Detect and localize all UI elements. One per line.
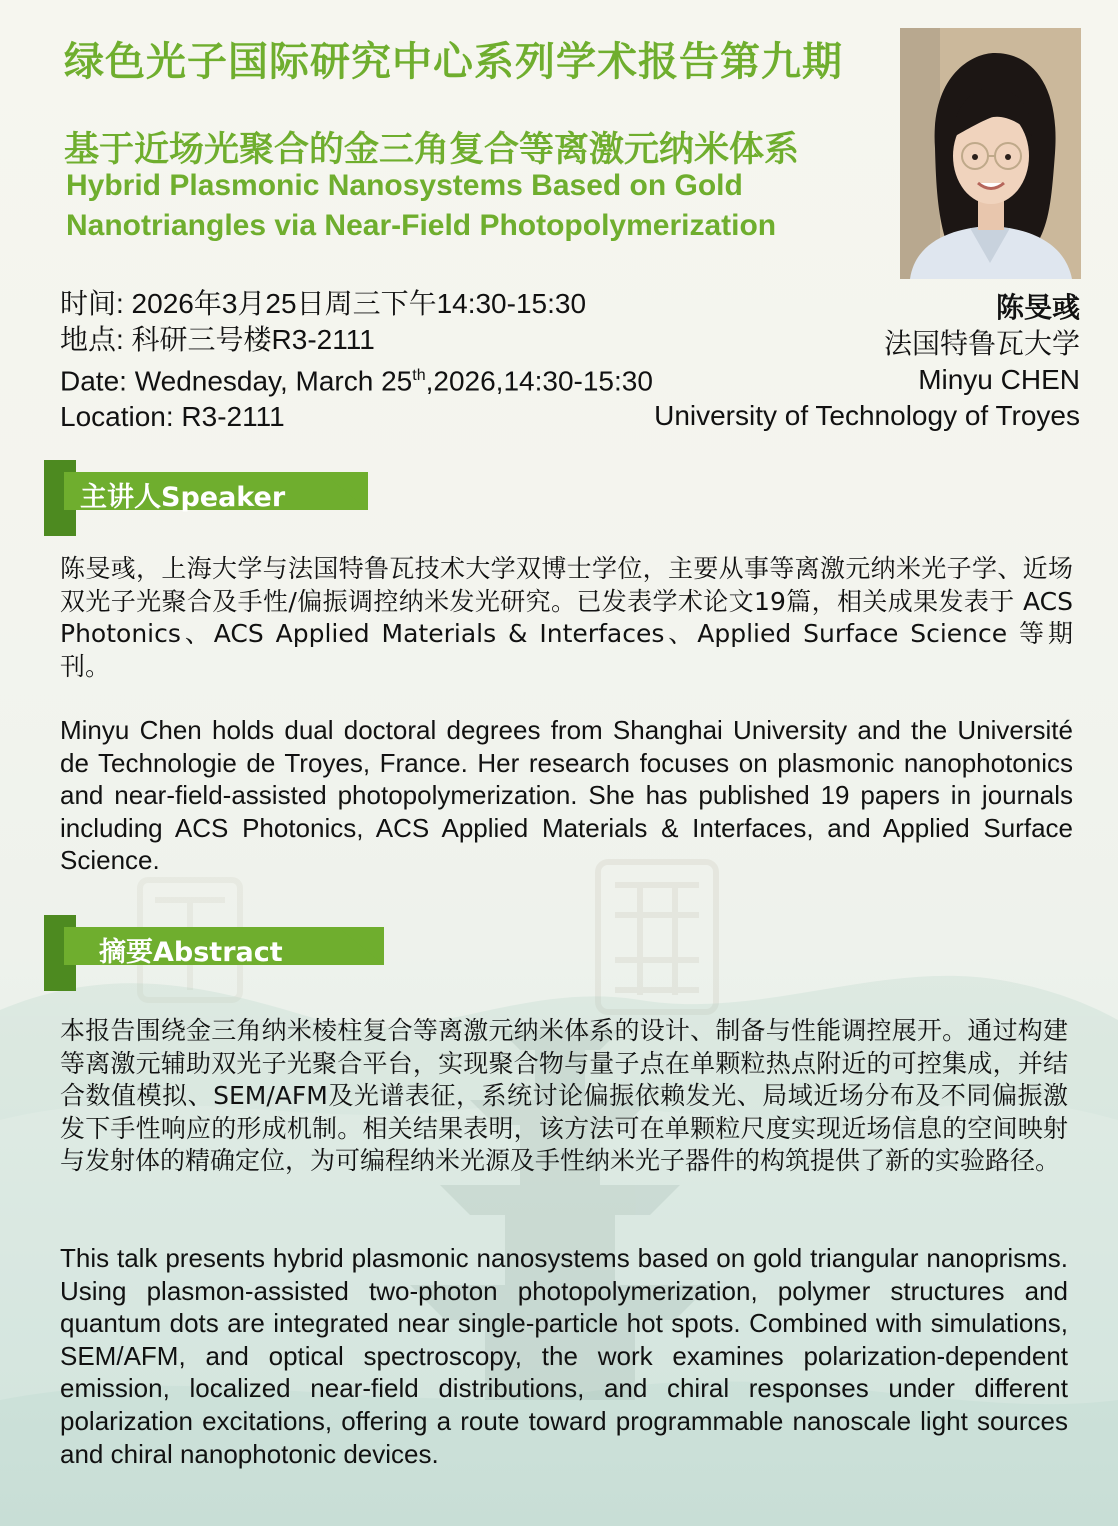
speaker-photo bbox=[900, 28, 1081, 279]
event-location-en: Location: R3-2111 bbox=[60, 401, 285, 433]
talk-title-en-line2: Nanotriangles via Near-Field Photopolymerization bbox=[66, 209, 777, 242]
speaker-section-header bbox=[44, 460, 374, 536]
event-date-suffix: ,2026,14:30-15:30 bbox=[425, 365, 653, 397]
speaker-name-cn: 陈旻彧 bbox=[995, 291, 1080, 324]
event-date-sup: th bbox=[412, 367, 426, 384]
speaker-affiliation-en: University of Technology of Troyes bbox=[654, 400, 1080, 431]
talk-title-en-line1: Hybrid Plasmonic Nanosystems Based on Gold bbox=[66, 169, 743, 202]
abstract-section-header bbox=[44, 915, 389, 991]
event-place-cn: 地点: 科研三号楼R3-2111 bbox=[60, 324, 375, 355]
speaker-portrait-icon bbox=[900, 28, 1081, 279]
speaker-info bbox=[654, 290, 1080, 434]
abstract-section-label: 摘要Abstract bbox=[99, 937, 283, 968]
speaker-bio-en: Minyu Chen holds dual doctoral degrees from Shanghai University and the Université de Technologie de Troyes, France. Her research focuses on plasmonic nanophotonics and near-field-assisted photopolymerization. She has published 19 papers in journals including ACS Photonics, ACS Applied Materials & Interfaces, and Applied Surface Science. bbox=[60, 715, 1073, 876]
series-title: 绿色光子国际研究中心系列学术报告第九期 bbox=[64, 39, 843, 85]
event-time-cn: 时间: 2026年3月25日周三下午14:30-15:30 bbox=[60, 288, 587, 319]
speaker-affiliation-cn: 法国特鲁瓦大学 bbox=[883, 328, 1080, 359]
speaker-section-label: 主讲人Speaker bbox=[80, 482, 286, 513]
event-date-en bbox=[60, 358, 653, 399]
talk-title-en bbox=[66, 166, 776, 246]
speaker-name-en: Minyu CHEN bbox=[918, 364, 1080, 395]
event-info bbox=[60, 286, 653, 435]
speaker-bio-cn: 陈旻彧，上海大学与法国特鲁瓦技术大学双博士学位，主要从事等离激元纳米光子学、近场双光子光聚合及手性/偏振调控纳米发光研究。已发表学术论文19篇，相关成果发表于 ACS Photonics、ACS Applied Materials & Interfaces、Applied Surface Science 等期刊。 bbox=[60, 554, 1073, 681]
abstract-cn: 本报告围绕金三角纳米棱柱复合等离激元纳米体系的设计、制备与性能调控展开。通过构建等离激元辅助双光子光聚合平台，实现聚合物与量子点在单颗粒热点附近的可控集成，并结合数值模拟、SEM/AFM及光谱表征，系统讨论偏振依赖发光、局域近场分布及不同偏振激发下手性响应的形成机制。相关结果表明，该方法可在单颗粒尺度实现近场信息的空间映射与发射体的精确定位，为可编程纳米光源及手性纳米光子器件的构筑提供了新的实验路径。 bbox=[60, 1016, 1068, 1176]
event-date-prefix: Date: Wednesday, March 25 bbox=[60, 365, 413, 397]
abstract-en: This talk presents hybrid plasmonic nanosystems based on gold triangular nanoprisms. Using plasmon-assisted two-photon photopolymerization, polymer structures and quantum dots are integrated near single-particle hot spots. Combined with simulations, SEM/AFM, and optical spectroscopy, the work examines polarization-dependent emission, localized near-field distributions, and chiral responses under different polarization excitations, offering a route toward programmable nanoscale light sources and chiral nanophotonic devices. bbox=[60, 1243, 1068, 1469]
talk-title-cn: 基于近场光聚合的金三角复合等离激元纳米体系 bbox=[64, 130, 800, 170]
